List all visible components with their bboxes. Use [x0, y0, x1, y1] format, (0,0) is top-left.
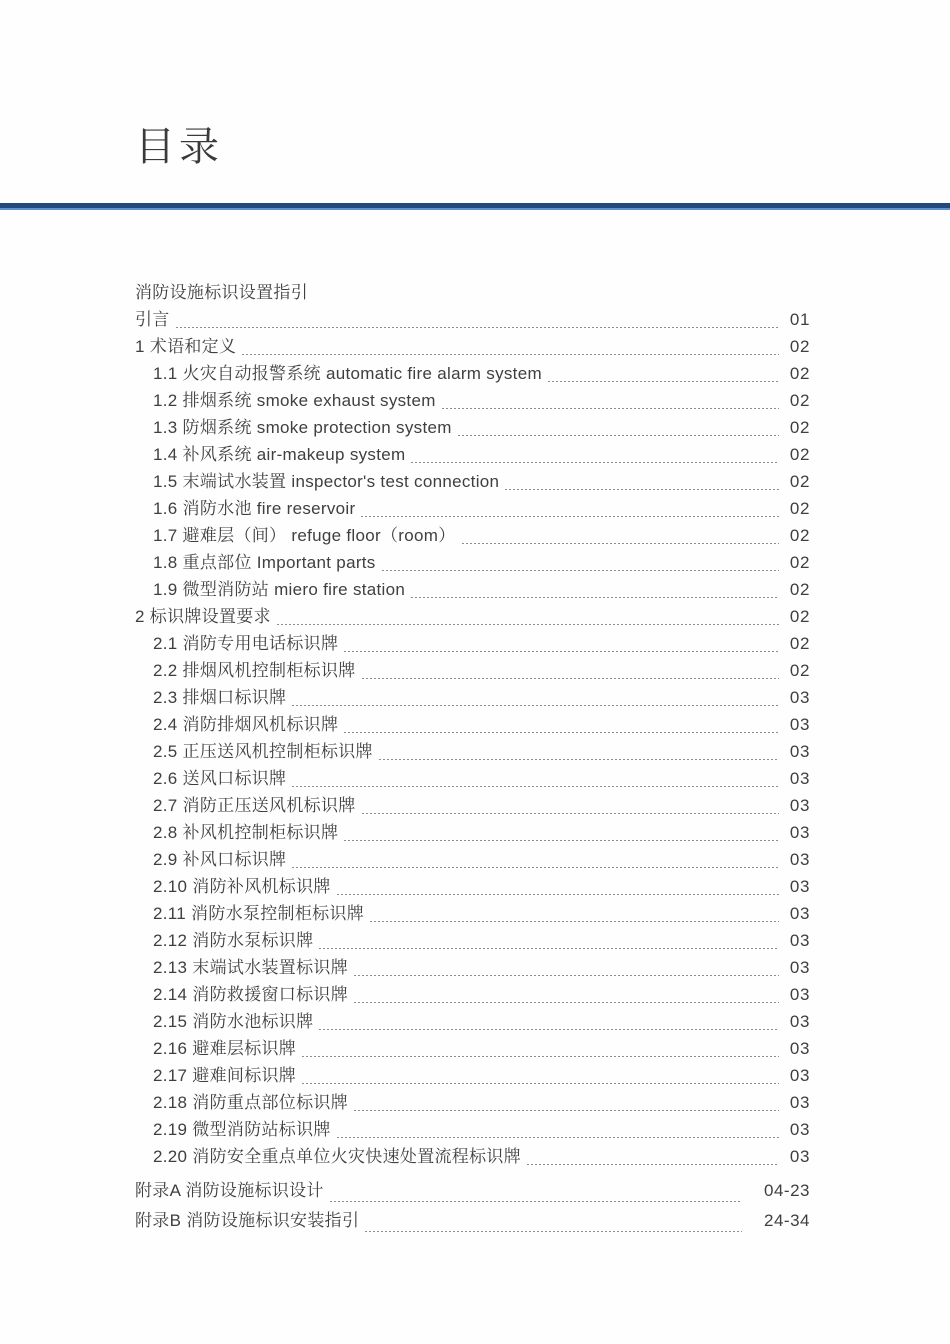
toc-entry-label: 1 术语和定义: [135, 337, 237, 356]
toc-dot-leader: [175, 327, 779, 328]
toc-entry-page-number: 02: [789, 580, 810, 599]
toc-dot-leader: [353, 1002, 779, 1003]
toc-dot-leader: [504, 489, 779, 490]
toc-entry[interactable]: [0, 602, 950, 629]
toc-entry-page-number: 03: [789, 1012, 810, 1031]
toc-dot-leader: [547, 381, 779, 382]
toc-entry[interactable]: [0, 359, 950, 386]
toc-entry[interactable]: [0, 953, 950, 980]
toc-entry-label: 2.20 消防安全重点单位火灾快速处置流程标识牌: [153, 1147, 522, 1166]
toc-entry[interactable]: [0, 575, 950, 602]
toc-entry-page-number: 02: [789, 364, 810, 383]
toc-entry-page-number: 03: [789, 688, 810, 707]
toc-entry-page-number: 02: [789, 499, 810, 518]
toc-entry[interactable]: [0, 413, 950, 440]
toc-entry-label: 1.3 防烟系统 smoke protection system: [153, 418, 452, 437]
toc-entry-page-number: 03: [789, 877, 810, 896]
toc-entry-label: 2.5 正压送风机控制柜标识牌: [153, 742, 373, 761]
toc-entry[interactable]: [0, 1115, 950, 1142]
toc-dot-leader: [361, 678, 779, 679]
toc-dot-leader: [291, 867, 779, 868]
divider-secondary-bar: [0, 208, 950, 210]
toc-dot-leader: [360, 516, 779, 517]
toc-entry-page-number: 03: [789, 1093, 810, 1112]
toc-entry[interactable]: [0, 791, 950, 818]
toc-dot-leader: [343, 732, 779, 733]
toc-dot-leader: [276, 624, 779, 625]
toc-entry-label: 附录A 消防设施标识设计: [135, 1181, 324, 1200]
toc-entry-page-number: 04-23: [764, 1181, 810, 1200]
toc-entry[interactable]: [0, 764, 950, 791]
toc-dot-leader: [313, 300, 779, 301]
toc-entry-page-number: 02: [789, 337, 810, 356]
toc-entry-label: 引言: [135, 310, 170, 329]
toc-entry[interactable]: [0, 926, 950, 953]
toc-dot-leader: [301, 1056, 779, 1057]
toc-entry-page-number: 03: [789, 823, 810, 842]
toc-entry[interactable]: [0, 818, 950, 845]
toc-dot-leader: [336, 894, 779, 895]
toc-dot-leader: [336, 1137, 779, 1138]
toc-entry[interactable]: [0, 440, 950, 467]
toc-entry-label: 2.8 补风机控制柜标识牌: [153, 823, 339, 842]
toc-entry-page-number: 02: [789, 472, 810, 491]
toc-entry[interactable]: [0, 1061, 950, 1088]
toc-entry[interactable]: [0, 1142, 950, 1169]
toc-entry[interactable]: [0, 737, 950, 764]
toc-entry-page-number: 03: [789, 985, 810, 1004]
toc-dot-leader: [329, 1201, 742, 1202]
toc-entry-label: 1.6 消防水池 fire reservoir: [153, 499, 356, 518]
toc-entry-label: 附录B 消防设施标识安装指引: [135, 1211, 360, 1230]
toc-dot-leader: [410, 462, 779, 463]
toc-entry-page-number: 03: [789, 742, 810, 761]
toc-entry[interactable]: [0, 845, 950, 872]
toc-dot-leader: [461, 543, 779, 544]
toc-dot-leader: [364, 1231, 742, 1232]
toc-dot-leader: [343, 651, 779, 652]
toc-entry-page-number: 02: [789, 391, 810, 410]
toc-dot-leader: [241, 354, 779, 355]
title-block: [0, 0, 950, 206]
toc-entry-label: 2.14 消防救援窗口标识牌: [153, 985, 349, 1004]
toc-entry-page-number: 03: [789, 715, 810, 734]
toc-dot-leader: [353, 975, 779, 976]
toc-entry[interactable]: [0, 656, 950, 683]
toc-entry-page-number: 02: [789, 418, 810, 437]
toc-entry-label: 1.7 避难层（间） refuge floor（room）: [153, 526, 456, 545]
toc-entry-page-number: 03: [789, 1120, 810, 1139]
toc-entry[interactable]: [0, 899, 950, 926]
toc-entry-label: 2.3 排烟口标识牌: [153, 688, 287, 707]
toc-dot-leader: [318, 1029, 779, 1030]
toc-entry[interactable]: [0, 278, 950, 305]
toc-entry-label: 2.13 末端试水装置标识牌: [153, 958, 349, 977]
toc-entry-label: 2.16 避难层标识牌: [153, 1039, 297, 1058]
toc-entry-label: 2.2 排烟风机控制柜标识牌: [153, 661, 356, 680]
toc-dot-leader: [343, 840, 779, 841]
toc-dot-leader: [526, 1164, 779, 1165]
toc-dot-leader: [378, 759, 779, 760]
toc-dot-leader: [369, 921, 779, 922]
toc-entry-page-number: 03: [789, 931, 810, 950]
toc-dot-leader: [353, 1110, 779, 1111]
toc-entry[interactable]: [0, 1007, 950, 1034]
toc-entry[interactable]: [0, 467, 950, 494]
toc-entry-page-number: 02: [789, 445, 810, 464]
toc-entry-page-number: 02: [789, 526, 810, 545]
toc-entry-label: 2.4 消防排烟风机标识牌: [153, 715, 339, 734]
toc-entry[interactable]: [0, 521, 950, 548]
toc-entry-page-number: 02: [789, 661, 810, 680]
toc-entry-label: 2.9 补风口标识牌: [153, 850, 287, 869]
toc-entry[interactable]: [0, 629, 950, 656]
toc-entry-page-number: 03: [789, 1066, 810, 1085]
page-title: 目录: [135, 125, 223, 169]
toc-entry[interactable]: [0, 548, 950, 575]
toc-entry[interactable]: [0, 683, 950, 710]
toc-dot-leader: [441, 408, 779, 409]
toc-entry-label: 2.15 消防水池标识牌: [153, 1012, 314, 1031]
toc-entry[interactable]: [0, 1176, 950, 1206]
toc-entry-label: 1.4 补风系统 air-makeup system: [153, 445, 406, 464]
toc-section-gap: [0, 1169, 950, 1176]
toc-entry[interactable]: [0, 1206, 950, 1236]
toc-entry-page-number: 03: [789, 796, 810, 815]
toc-entry-label: 2.7 消防正压送风机标识牌: [153, 796, 356, 815]
toc-entry-page-number: 02: [789, 553, 810, 572]
toc-entry-page-number: 24-34: [764, 1211, 810, 1230]
toc-entry-label: 2.6 送风口标识牌: [153, 769, 287, 788]
toc-entry-label: 2.1 消防专用电话标识牌: [153, 634, 339, 653]
toc-entry-label: 2.18 消防重点部位标识牌: [153, 1093, 349, 1112]
toc-entry[interactable]: [0, 332, 950, 359]
toc-dot-leader: [301, 1083, 779, 1084]
toc-entry-label: 2 标识牌设置要求: [135, 607, 271, 626]
toc-entry-label: 2.12 消防水泵标识牌: [153, 931, 314, 950]
toc-entry-label: 2.10 消防补风机标识牌: [153, 877, 331, 896]
toc-entry[interactable]: [0, 305, 950, 332]
toc-entry[interactable]: [0, 872, 950, 899]
toc-entry[interactable]: [0, 1088, 950, 1115]
toc-entry-page-number: 02: [789, 607, 810, 626]
toc-dot-leader: [410, 597, 779, 598]
toc-entry-label: 1.2 排烟系统 smoke exhaust system: [153, 391, 436, 410]
toc-dot-leader: [457, 435, 779, 436]
toc-entry[interactable]: [0, 980, 950, 1007]
toc-entry-page-number: 02: [789, 634, 810, 653]
toc-entry-label: 1.1 火灾自动报警系统 automatic fire alarm system: [153, 364, 542, 383]
toc-dot-leader: [318, 948, 779, 949]
toc-dot-leader: [291, 705, 779, 706]
toc-entry-page-number: 03: [789, 958, 810, 977]
toc-entry-page-number: 03: [789, 769, 810, 788]
toc-entry-label: 消防设施标识设置指引: [135, 283, 308, 302]
table-of-contents: [0, 278, 950, 1236]
toc-dot-leader: [381, 570, 779, 571]
toc-entry-page-number: 03: [789, 1147, 810, 1166]
toc-entry[interactable]: [0, 386, 950, 413]
toc-entry-page-number: 01: [789, 310, 810, 329]
toc-dot-leader: [291, 786, 779, 787]
toc-entry[interactable]: [0, 710, 950, 737]
toc-entry-label: 2.17 避难间标识牌: [153, 1066, 297, 1085]
toc-entry[interactable]: [0, 494, 950, 521]
toc-dot-leader: [361, 813, 779, 814]
toc-entry-label: 1.9 微型消防站 miero fire station: [153, 580, 406, 599]
toc-entry-page-number: 03: [789, 1039, 810, 1058]
toc-entry[interactable]: [0, 1034, 950, 1061]
toc-entry-label: 1.8 重点部位 Important parts: [153, 553, 376, 572]
toc-entry-label: 1.5 末端试水装置 inspector's test connection: [153, 472, 500, 491]
toc-entry-label: 2.11 消防水泵控制柜标识牌: [153, 904, 365, 923]
toc-entry-page-number: 03: [789, 850, 810, 869]
header-divider: [0, 203, 950, 210]
toc-entry-page-number: 03: [789, 904, 810, 923]
toc-entry-label: 2.19 微型消防站标识牌: [153, 1120, 331, 1139]
